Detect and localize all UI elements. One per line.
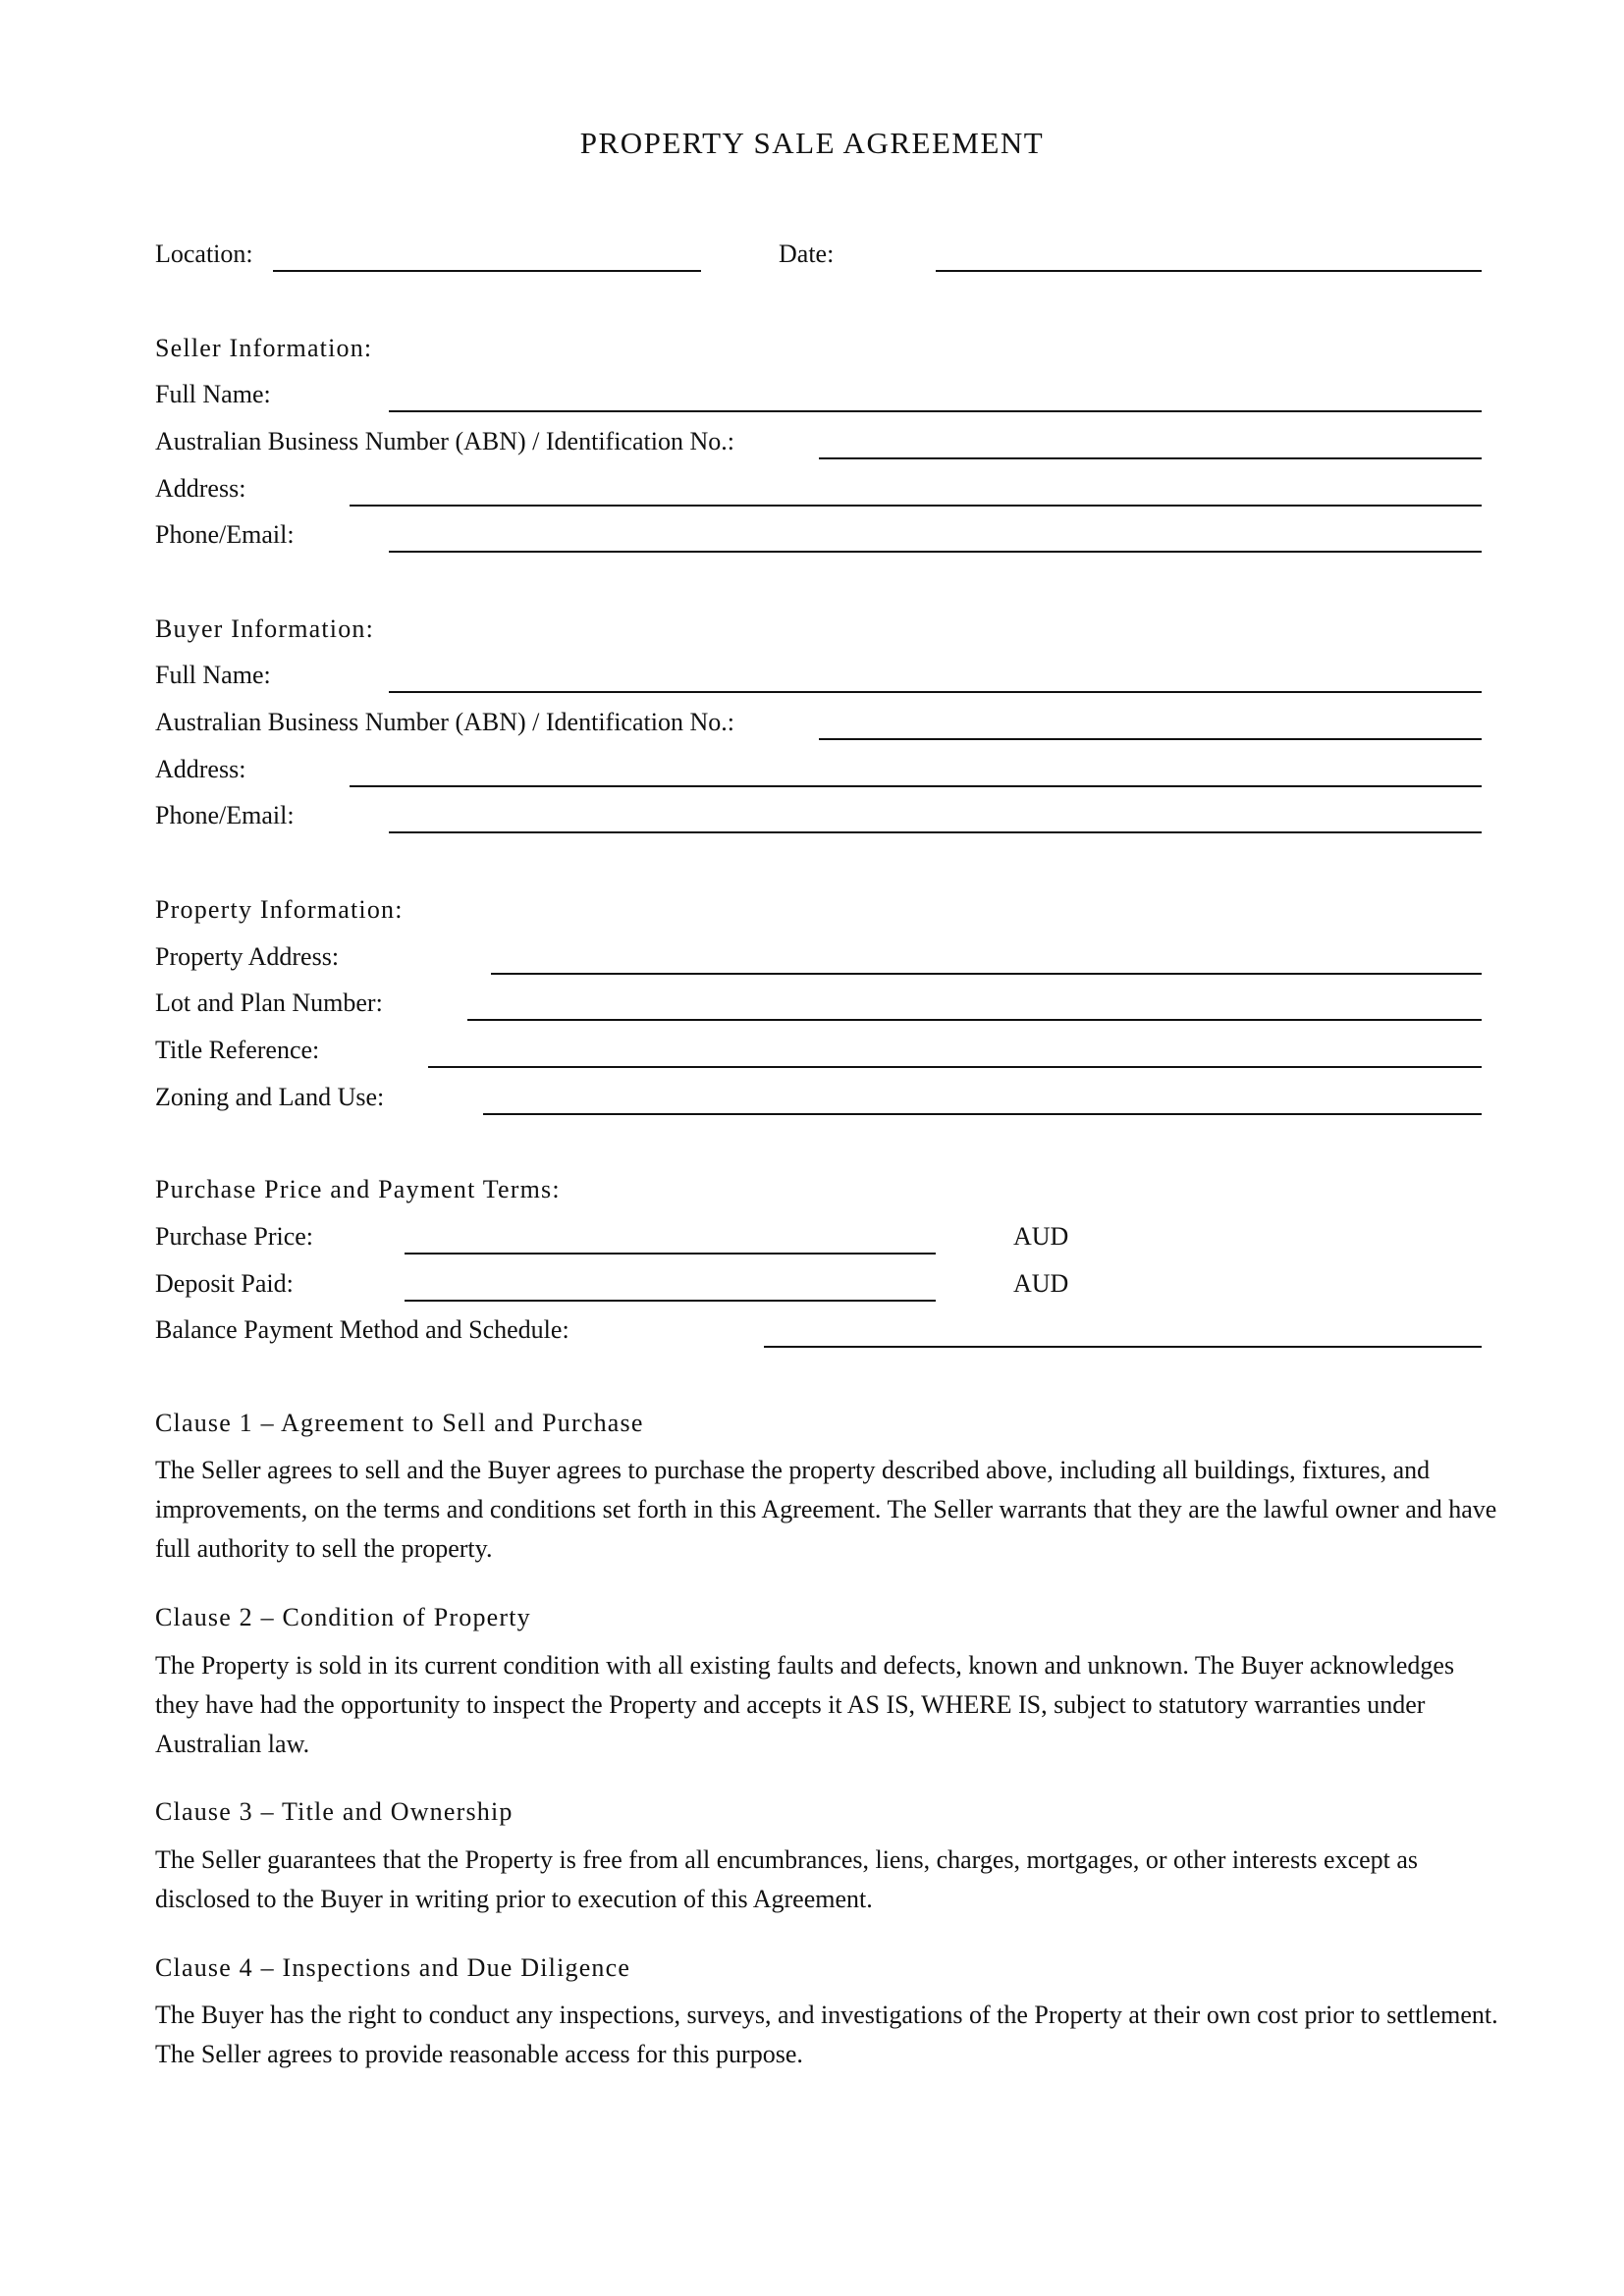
clause-1-text: The Seller agrees to sell and the Buyer agrees to purchase the property described above, including all buildings, fixtures, and improvements, on the terms and conditions set forth in this Agreement. The Seller warrants that they are the lawful owner and have full authority to sell the property. bbox=[155, 1456, 1497, 1563]
clause-3-text: The Seller guarantees that the Property is free from all encumbrances, liens, charges, mortgages, or other interests except as disclosed to the Buyer in writing prior to execution of this Agreement. bbox=[155, 1845, 1419, 1913]
seller-abn-field[interactable] bbox=[819, 457, 1482, 459]
buyer-phone-email-field[interactable] bbox=[389, 831, 1482, 833]
property-address-field[interactable] bbox=[491, 973, 1482, 975]
buyer-abn-field[interactable] bbox=[819, 738, 1482, 740]
title-reference-label: Title Reference: bbox=[155, 1036, 320, 1064]
location-field[interactable] bbox=[273, 270, 701, 272]
clause-2-heading: Clause 2 – Condition of Property bbox=[155, 1603, 531, 1631]
seller-phone-email-label: Phone/Email: bbox=[155, 520, 295, 549]
clause-4-heading: Clause 4 – Inspections and Due Diligence bbox=[155, 1953, 631, 1982]
seller-address-field[interactable] bbox=[350, 505, 1482, 507]
payment-heading: Purchase Price and Payment Terms: bbox=[155, 1175, 561, 1203]
date-field[interactable] bbox=[936, 270, 1482, 272]
lot-plan-label: Lot and Plan Number: bbox=[155, 988, 383, 1017]
buyer-full-name-label: Full Name: bbox=[155, 661, 271, 689]
property-address-label: Property Address: bbox=[155, 942, 340, 971]
clause-4-text: The Buyer has the right to conduct any inspections, surveys, and investigations of the Property at their own cost prior to settlement. The Seller agrees to provide reasonable access for this purpose. bbox=[155, 2001, 1498, 2068]
deposit-currency: AUD bbox=[1013, 1269, 1069, 1298]
clause-2-text: The Property is sold in its current condition with all existing faults and defects, known and unknown. The Buyer acknowledges they have had the opportunity to inspect the Property and accepts it AS IS, WHERE IS, subject to statutory warranties under Australian law. bbox=[155, 1651, 1455, 1758]
deposit-label: Deposit Paid: bbox=[155, 1269, 294, 1298]
purchase-price-label: Purchase Price: bbox=[155, 1222, 314, 1251]
buyer-heading: Buyer Information: bbox=[155, 614, 375, 643]
zoning-field[interactable] bbox=[483, 1113, 1482, 1115]
seller-full-name-label: Full Name: bbox=[155, 380, 271, 408]
balance-payment-label: Balance Payment Method and Schedule: bbox=[155, 1315, 569, 1344]
seller-address-label: Address: bbox=[155, 474, 246, 503]
document-title: PROPERTY SALE AGREEMENT bbox=[579, 126, 1045, 160]
purchase-price-currency: AUD bbox=[1013, 1222, 1069, 1251]
property-heading: Property Information: bbox=[155, 895, 404, 924]
location-label: Location: bbox=[155, 240, 253, 268]
seller-full-name-field[interactable] bbox=[389, 410, 1482, 412]
date-label: Date: bbox=[779, 240, 835, 268]
seller-abn-label: Australian Business Number (ABN) / Identification No.: bbox=[155, 427, 734, 455]
seller-phone-email-field[interactable] bbox=[389, 551, 1482, 553]
lot-plan-field[interactable] bbox=[467, 1019, 1482, 1021]
buyer-full-name-field[interactable] bbox=[389, 691, 1482, 693]
deposit-field[interactable] bbox=[405, 1300, 936, 1302]
buyer-abn-label: Australian Business Number (ABN) / Identification No.: bbox=[155, 708, 734, 736]
title-reference-field[interactable] bbox=[428, 1066, 1482, 1068]
seller-heading: Seller Information: bbox=[155, 334, 373, 362]
buyer-address-field[interactable] bbox=[350, 785, 1482, 787]
zoning-label: Zoning and Land Use: bbox=[155, 1083, 385, 1111]
purchase-price-field[interactable] bbox=[405, 1253, 936, 1255]
buyer-address-label: Address: bbox=[155, 755, 246, 783]
clause-1-heading: Clause 1 – Agreement to Sell and Purchase bbox=[155, 1409, 644, 1437]
clause-3-heading: Clause 3 – Title and Ownership bbox=[155, 1797, 514, 1826]
balance-payment-field[interactable] bbox=[764, 1346, 1482, 1348]
buyer-phone-email-label: Phone/Email: bbox=[155, 801, 295, 829]
